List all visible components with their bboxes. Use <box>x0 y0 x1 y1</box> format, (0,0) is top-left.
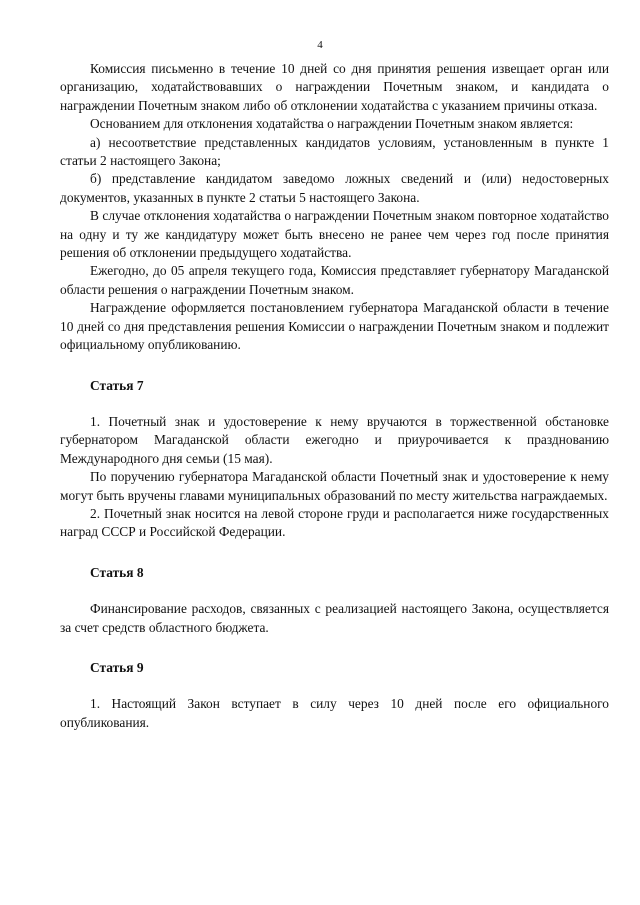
article-7-heading: Статья 7 <box>90 377 144 393</box>
spacer <box>60 637 609 659</box>
paragraph-ground-a: а) несоответствие представленных кандидатов условиям, установленным в пункте 1 статьи 2 настоящего Закона; <box>60 134 609 169</box>
spacer <box>60 355 609 377</box>
spacer <box>60 677 609 695</box>
article-9-paragraph-1: 1. Настоящий Закон вступает в силу через 10 дней после его официального опубликования. <box>60 696 609 730</box>
paragraph-notification: Комиссия письменно в течение 10 дней со дня принятия решения извещает орган или организацию, ходатайствовавших о награждении Почетным знаком, и кандидата о награждении Почетным знаком либо об отклонении ходатайства с указанием причины отказа. <box>60 61 609 113</box>
article-8-paragraph-1: Финансирование расходов, связанных с реализацией настоящего Закона, осуществляется за счет средств областного бюджета. <box>60 601 609 635</box>
spacer <box>60 542 609 564</box>
document-body <box>60 60 609 732</box>
article-7-paragraph-3: 2. Почетный знак носится на левой стороне груди и располагается ниже государственных наград СССР и Российской Федерации. <box>60 505 609 540</box>
paragraph-ground-b: б) представление кандидатом заведомо ложных сведений и (или) недостоверных документов, указанных в пункте 2 статьи 5 настоящего Закона. <box>60 171 609 205</box>
spacer <box>60 582 609 600</box>
spacer <box>60 395 609 413</box>
article-9-heading: Статья 9 <box>90 659 144 675</box>
paragraph-rejection-grounds: Основанием для отклонения ходатайства о награждении Почетным знаком является: <box>90 116 574 132</box>
article-8-heading: Статья 8 <box>90 564 144 580</box>
article-7-paragraph-2: По поручению губернатора Магаданской области Почетный знак и удостоверение к нему могут быть вручены главами муниципальных образований по месту жительства награждаемых. <box>60 469 609 503</box>
paragraph-award-formalization: Награждение оформляется постановлением губернатора Магаданской области в течение 10 дней со дня представления решения Комиссии о награждении Почетным знаком и подлежит официальному опубликованию. <box>60 300 609 353</box>
paragraph-annual-decision: Ежегодно, до 05 апреля текущего года, Комиссия представляет губернатору Магаданской области решения о награждении Почетным знаком. <box>60 263 609 297</box>
article-7-paragraph-1: 1. Почетный знак и удостоверение к нему вручаются в торжественной обстановке губернатором Магаданской области ежегодно и приурочивается к празднованию Международного дня семьи (15 мая). <box>60 413 609 466</box>
page-number: 4 <box>317 39 323 51</box>
paragraph-repeat-petition: В случае отклонения ходатайства о награждении Почетным знаком повторное ходатайство на одну и ту же кандидатуру может быть внесено не ранее чем через год после принятия решения об отклонении предыдущего ходатайства. <box>60 208 609 261</box>
